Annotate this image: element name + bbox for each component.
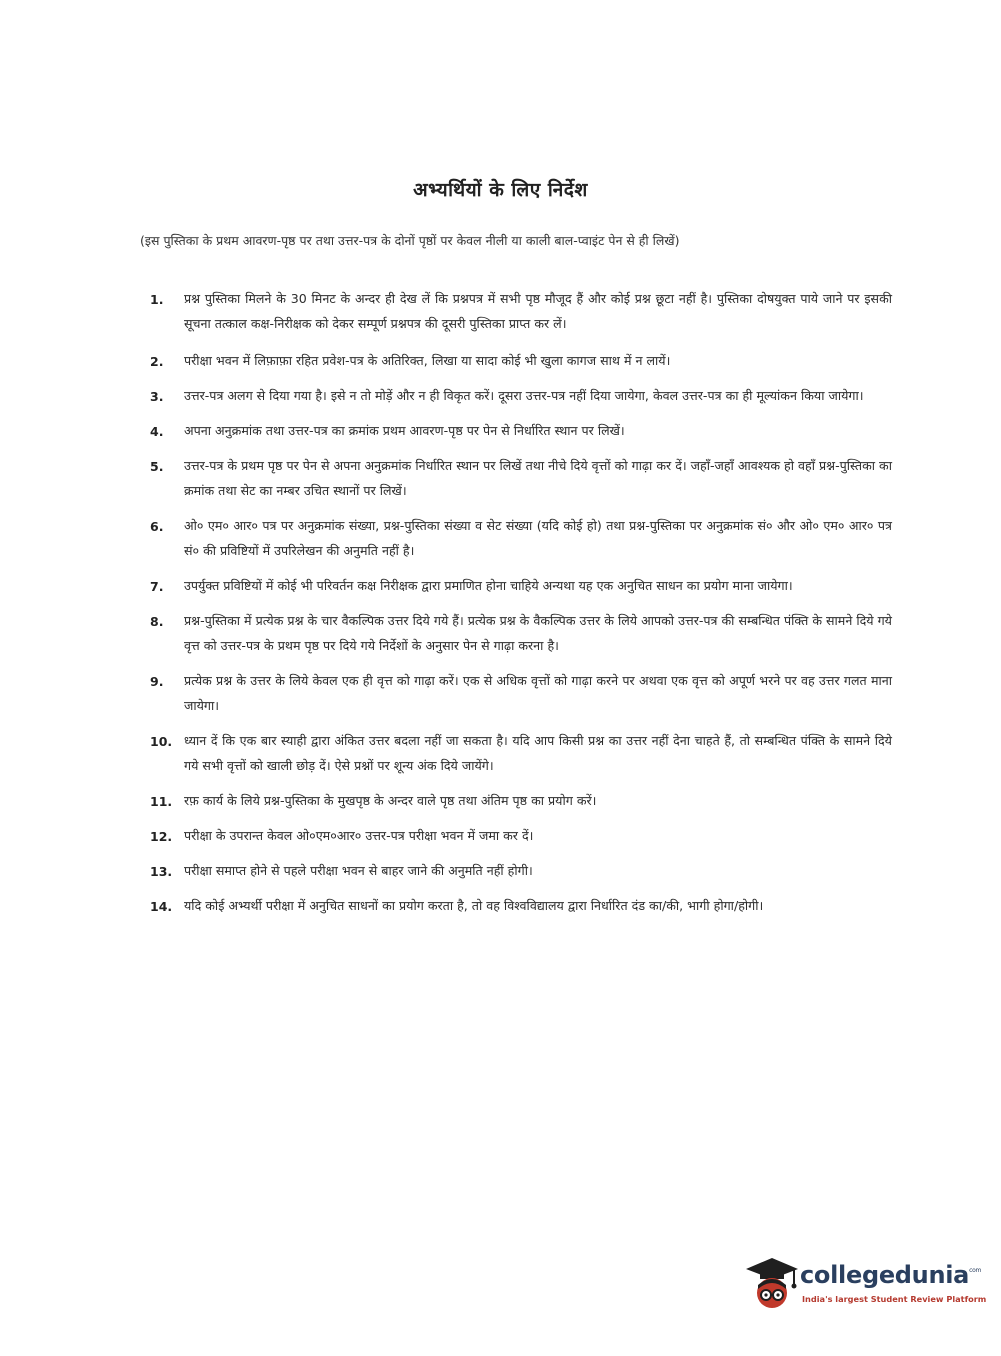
instruction-text: उत्तर-पत्र के प्रथम पृष्ठ पर पेन से अपना अनुक्रमांक निर्धारित स्थान पर लिखें तथा नीचे दिये वृत्तों को गाढ़ा कर दें। जहाँ-जहाँ आवश्यक हो वहाँ प्रश्न-पुस्तिका का क्रमांक तथा सेट का नम्बर उचित स्थानों पर लिखें। — [184, 458, 892, 498]
instruction-number: 14. — [150, 899, 173, 914]
instruction-number: 4. — [150, 424, 164, 439]
instruction-item — [150, 823, 892, 848]
instruction-number: 6. — [150, 519, 164, 534]
document-subtitle: (इस पुस्तिका के प्रथम आवरण-पृष्ठ पर तथा उत्तर-पत्र के दोनों पृष्ठों पर केवल नीली या काली बाल-प्वाइंट पेन से ही लिखें) — [140, 233, 680, 248]
instruction-number: 5. — [150, 459, 164, 474]
instruction-number: 8. — [150, 614, 164, 629]
instruction-item — [150, 348, 892, 373]
instruction-text: अपना अनुक्रमांक तथा उत्तर-पत्र का क्रमांक प्रथम आवरण-पृष्ठ पर पेन से निर्धारित स्थान पर लिखें। — [184, 423, 625, 438]
instruction-text: उत्तर-पत्र अलग से दिया गया है। इसे न तो मोड़ें और न ही विकृत करें। दूसरा उत्तर-पत्र नहीं दिया जायेगा, केवल उत्तर-पत्र का ही मूल्यांकन किया जायेगा। — [184, 388, 864, 403]
instruction-number: 11. — [150, 794, 173, 809]
instruction-item — [150, 573, 892, 598]
instruction-list — [150, 286, 892, 928]
instruction-text: ध्यान दें कि एक बार स्याही द्वारा अंकित उत्तर बदला नहीं जा सकता है। यदि आप किसी प्रश्न का उत्तर नहीं देना चाहते हैं, तो सम्बन्धित पंक्ति के सामने दिये गये सभी वृत्तों को खाली छोड़ दें। ऐसे प्रश्नों पर शून्य अंक दिये जायेंगे। — [184, 733, 892, 773]
logo-brand-text: collegedunia — [800, 1261, 970, 1289]
instruction-number: 3. — [150, 389, 164, 404]
mascot-icon — [742, 1255, 800, 1313]
instruction-item — [150, 608, 892, 658]
instruction-item — [150, 286, 892, 336]
instruction-item — [150, 668, 892, 718]
instruction-number: 7. — [150, 579, 164, 594]
instruction-item — [150, 858, 892, 883]
instruction-item — [150, 513, 892, 563]
instruction-item — [150, 728, 892, 778]
instruction-number: 9. — [150, 674, 164, 689]
instruction-item — [150, 383, 892, 408]
instruction-number: 13. — [150, 864, 173, 879]
instruction-text: प्रश्न पुस्तिका मिलने के 30 मिनट के अन्दर ही देख लें कि प्रश्नपत्र में सभी पृष्ठ मौजूद हैं और कोई प्रश्न छूटा नहीं है। पुस्तिका दोषयुक्त पाये जाने पर इसकी सूचना तत्काल कक्ष-निरीक्षक को देकर सम्पूर्ण प्रश्नपत्र की दूसरी पुस्तिका प्राप्त कर लें। — [184, 291, 892, 331]
instruction-text: रफ़ कार्य के लिये प्रश्न-पुस्तिका के मुखपृष्ठ के अन्दर वाले पृष्ठ तथा अंतिम पृष्ठ का प्रयोग करें। — [184, 793, 597, 808]
instruction-text: यदि कोई अभ्यर्थी परीक्षा में अनुचित साधनों का प्रयोग करता है, तो वह विश्वविद्यालय द्वारा निर्धारित दंड का/की, भागी होगा/होगी। — [184, 898, 764, 913]
logo-wordmark — [800, 1261, 981, 1289]
instruction-text: प्रश्न-पुस्तिका में प्रत्येक प्रश्न के चार वैकल्पिक उत्तर दिये गये हैं। प्रत्येक प्रश्न के वैकल्पिक उत्तर के लिये आपको उत्तर-पत्र की सम्बन्धित पंक्ति के सामने दिये गये वृत्त को उत्तर-पत्र के प्रथम पृष्ठ पर दिये गये निर्देशों के अनुसार पेन से गाढ़ा करना है। — [184, 613, 892, 653]
instruction-text: प्रत्येक प्रश्न के उत्तर के लिये केवल एक ही वृत्त को गाढ़ा करें। एक से अधिक वृत्तों को गाढ़ा करने पर अथवा एक वृत्त को अपूर्ण भरने पर वह उत्तर गलत माना जायेगा। — [184, 673, 892, 713]
instruction-item — [150, 893, 892, 918]
instruction-text: ओ० एम० आर० पत्र पर अनुक्रमांक संख्या, प्रश्न-पुस्तिका संख्या व सेट संख्या (यदि कोई हो) तथा प्रश्न-पुस्तिका पर अनुक्रमांक सं० और ओ० एम० आर० पत्र सं० की प्रविष्टियों में उपरिलेखन की अनुमति नहीं है। — [184, 518, 892, 558]
instruction-number: 10. — [150, 734, 173, 749]
instruction-item — [150, 788, 892, 813]
collegedunia-logo[interactable] — [742, 1255, 987, 1315]
logo-tagline: India's largest Student Review Platform — [802, 1294, 987, 1304]
instruction-text: परीक्षा भवन में लिफ़ाफ़ा रहित प्रवेश-पत्र के अतिरिक्त, लिखा या सादा कोई भी खुला कागज साथ में न लायें। — [184, 353, 671, 368]
logo-mark: com — [969, 1267, 981, 1274]
instruction-item — [150, 418, 892, 443]
document-title: अभ्यर्थियों के लिए निर्देश — [413, 179, 588, 201]
instruction-item — [150, 453, 892, 503]
instruction-number: 12. — [150, 829, 173, 844]
instruction-text: उपर्युक्त प्रविष्टियों में कोई भी परिवर्तन कक्ष निरीक्षक द्वारा प्रमाणित होना चाहिये अन्यथा यह एक अनुचित साधन का प्रयोग माना जायेगा। — [184, 578, 793, 593]
instruction-number: 2. — [150, 354, 164, 369]
instruction-text: परीक्षा समाप्त होने से पहले परीक्षा भवन से बाहर जाने की अनुमति नहीं होगी। — [184, 863, 533, 878]
instruction-text: परीक्षा के उपरान्त केवल ओ०एम०आर० उत्तर-पत्र परीक्षा भवन में जमा कर दें। — [184, 828, 534, 843]
instruction-number: 1. — [150, 292, 164, 307]
